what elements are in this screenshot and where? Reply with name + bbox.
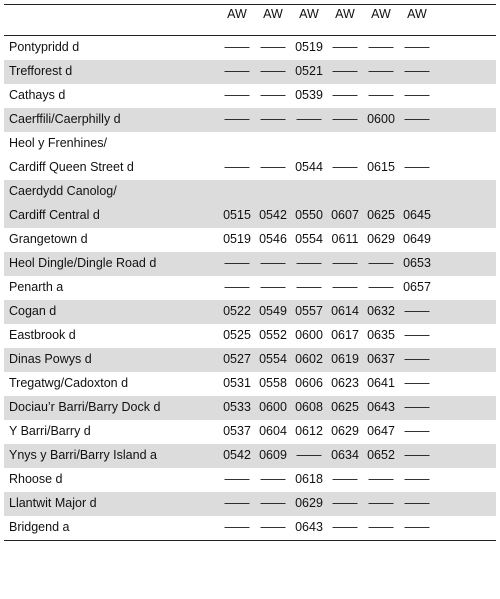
departure-time: —— [404,400,430,414]
station-name: Trefforest d [9,64,73,78]
departure-time: —— [368,88,394,102]
operator-label: AW [263,7,283,21]
departure-time: 0617 [331,328,359,342]
timetable-row [4,204,496,228]
timetable-row [4,36,496,60]
departure-time: 0550 [295,208,323,222]
station-name: Llantwit Major d [9,496,97,510]
departure-time: —— [404,448,430,462]
operator-header-row [4,5,496,36]
departure-time: 0521 [295,64,323,78]
departure-time: —— [368,40,394,54]
departure-time: 0653 [403,256,431,270]
departure-time: —— [260,112,286,126]
station-name: Heol y Frenhines/ [9,136,107,150]
departure-time: 0606 [295,376,323,390]
departure-time: —— [404,352,430,366]
timetable-row [4,228,496,252]
departure-time: 0546 [259,232,287,246]
timetable-row [4,276,496,300]
departure-time: 0637 [367,352,395,366]
departure-time: —— [224,40,250,54]
departure-time: 0629 [367,232,395,246]
departure-time: 0519 [223,232,251,246]
departure-time: 0619 [331,352,359,366]
departure-time: —— [224,112,250,126]
departure-time: 0647 [367,424,395,438]
departure-time: —— [404,472,430,486]
departure-time: —— [224,88,250,102]
departure-time: 0611 [331,232,359,246]
departure-time: —— [224,64,250,78]
departure-time: —— [296,448,322,462]
timetable-row [4,444,496,468]
departure-time: 0554 [295,232,323,246]
departure-time: —— [368,472,394,486]
timetable-row [4,324,496,348]
departure-time: 0552 [259,328,287,342]
departure-time: 0558 [259,376,287,390]
departure-time: 0600 [295,328,323,342]
departure-time: 0600 [367,112,395,126]
departure-time: 0525 [223,328,251,342]
departure-time: 0531 [223,376,251,390]
operator-label: AW [407,7,427,21]
timetable [4,4,496,541]
station-name: Cardiff Queen Street d [9,160,134,174]
station-name: Bridgend a [9,520,70,534]
station-name: Caerffili/Caerphilly d [9,112,121,126]
departure-time: 0657 [403,280,431,294]
station-name: Tregatwg/Cadoxton d [9,376,129,390]
departure-time: 0629 [331,424,359,438]
timetable-row [4,252,496,276]
departure-time: —— [332,88,358,102]
departure-time: —— [224,496,250,510]
timetable-row [4,468,496,492]
departure-time: —— [332,160,358,174]
departure-time: 0519 [295,40,323,54]
departure-time: —— [404,88,430,102]
station-name: Penarth a [9,280,64,294]
departure-time: —— [332,280,358,294]
departure-time: 0649 [403,232,431,246]
departure-time: —— [224,472,250,486]
departure-time: —— [332,112,358,126]
departure-time: 0515 [223,208,251,222]
timetable-row [4,348,496,372]
departure-time: 0615 [367,160,395,174]
departure-time: —— [368,520,394,534]
timetable-row [4,60,496,84]
departure-time: —— [296,256,322,270]
departure-time: —— [296,280,322,294]
departure-time: 0539 [295,88,323,102]
departure-time: 0604 [259,424,287,438]
station-name: Ynys y Barri/Barry Island a [9,448,157,462]
departure-time: 0602 [295,352,323,366]
departure-time: —— [332,520,358,534]
departure-time: 0533 [223,400,251,414]
departure-time: 0643 [367,400,395,414]
departure-time: —— [260,40,286,54]
station-name: Cardiff Central d [9,208,100,222]
departure-time: 0629 [295,496,323,510]
operator-label: AW [299,7,319,21]
timetable-row [4,156,496,180]
station-name: Cogan d [9,304,57,318]
station-name: Cathays d [9,88,66,102]
departure-time: 0608 [295,400,323,414]
departure-time: —— [404,496,430,510]
departure-time: 0623 [331,376,359,390]
departure-time: 0632 [367,304,395,318]
departure-time: —— [224,256,250,270]
departure-time: —— [368,256,394,270]
departure-time: 0609 [259,448,287,462]
station-name: Dociau’r Barri/Barry Dock d [9,400,161,414]
departure-time: —— [224,280,250,294]
departure-time: —— [224,160,250,174]
departure-time: 0537 [223,424,251,438]
departure-time: 0652 [367,448,395,462]
timetable-row [4,300,496,324]
departure-time: —— [332,256,358,270]
station-name: Grangetown d [9,232,88,246]
timetable-row [4,396,496,420]
station-name: Rhoose d [9,472,63,486]
timetable-row [4,492,496,516]
departure-time: —— [260,256,286,270]
departure-time: —— [404,112,430,126]
departure-time: 0625 [367,208,395,222]
departure-time: —— [260,88,286,102]
timetable-row [4,516,496,540]
departure-time: 0645 [403,208,431,222]
departure-time: —— [368,496,394,510]
departure-time: —— [224,520,250,534]
departure-time: —— [260,496,286,510]
station-name: Pontypridd d [9,40,80,54]
departure-time: —— [332,496,358,510]
departure-time: 0618 [295,472,323,486]
departure-time: 0625 [331,400,359,414]
departure-time: 0614 [331,304,359,318]
departure-time: —— [404,328,430,342]
timetable-row [4,180,496,204]
departure-time: —— [260,160,286,174]
station-name: Eastbrook d [9,328,76,342]
departure-time: —— [260,520,286,534]
departure-time: —— [332,40,358,54]
departure-time: —— [404,304,430,318]
departure-time: 0557 [295,304,323,318]
departure-time: —— [332,472,358,486]
departure-time: 0544 [295,160,323,174]
departure-time: —— [404,64,430,78]
departure-time: —— [404,520,430,534]
departure-time: —— [368,64,394,78]
departure-time: 0600 [259,400,287,414]
station-name: Heol Dingle/Dingle Road d [9,256,157,270]
departure-time: 0635 [367,328,395,342]
departure-time: 0549 [259,304,287,318]
departure-time: —— [404,424,430,438]
departure-time: —— [260,64,286,78]
departure-time: 0542 [259,208,287,222]
station-name: Y Barri/Barry d [9,424,91,438]
timetable-body [4,36,496,540]
departure-time: —— [368,280,394,294]
departure-time: 0522 [223,304,251,318]
departure-time: —— [332,64,358,78]
departure-time: 0612 [295,424,323,438]
departure-time: 0542 [223,448,251,462]
station-name: Dinas Powys d [9,352,92,366]
departure-time: —— [404,376,430,390]
timetable-row [4,420,496,444]
timetable-row [4,372,496,396]
timetable-row [4,84,496,108]
departure-time: —— [260,472,286,486]
departure-time: 0634 [331,448,359,462]
departure-time: 0607 [331,208,359,222]
station-name: Caerdydd Canolog/ [9,184,117,198]
departure-time: 0641 [367,376,395,390]
departure-time: —— [404,160,430,174]
departure-time: 0643 [295,520,323,534]
timetable-row [4,108,496,132]
operator-label: AW [335,7,355,21]
departure-time: 0527 [223,352,251,366]
operator-label: AW [371,7,391,21]
departure-time: —— [260,280,286,294]
departure-time: —— [404,40,430,54]
operator-label: AW [227,7,247,21]
departure-time: —— [296,112,322,126]
departure-time: 0554 [259,352,287,366]
timetable-row [4,132,496,156]
